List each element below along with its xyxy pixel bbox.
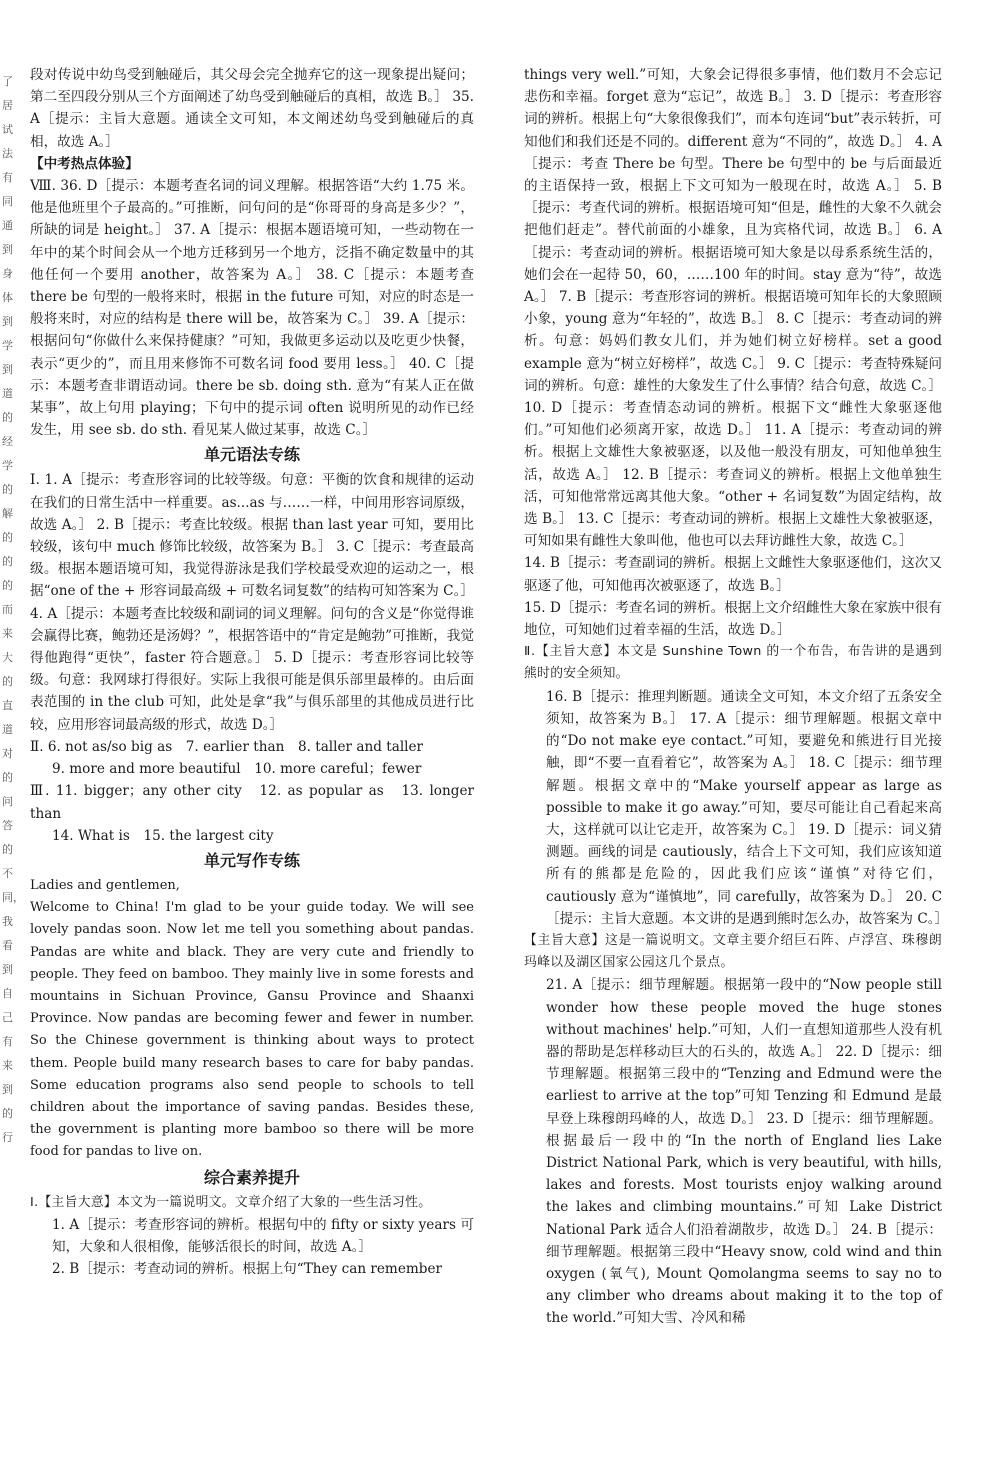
answer-line: 14. What is 15. the largest city — [52, 827, 274, 844]
paragraph: Ⅷ. 36. D［提示：本题考查名词的词义理解。根据答语“大约 1.75 米。他是他班里个子最高的。”可推断，问句问的是“你哥哥的身高是多少？”，所缺的词是 height。］ 37. A［提示：根据本题语境可知，一些动物在一年中的某个时间会从一个地方迁移到另一个地方，泛指不确定数量中的其他任何一个要用 another，故答案为 A。］ 38. C［提示：本题考查 there be 句型的一般将来时，根据 in the future 可知，对应的时态是一般将来时，对应的结构是 there will be，故答案为 C。］ 39. A［提示：根据问句“你做什么来保持健康？”可知，我做更多运动以及吃更少快餐，表示“更少的”，而且用来修饰不可数名词 food 要用 less。］ 40. C［提示：本题考查非谓语动词。there be sb. doing sth. 意为“有某人正在做某事”，故上句用 playing；下句中的提示词 often 说明所见的动作已经发生，用 see sb. do sth. 看见某人做过某事，故选 C。］ — [30, 178, 474, 439]
right-column — [524, 64, 949, 1330]
passage-summary: 【主旨大意】这是一篇说明文。文章主要介绍巨石阵、卢浮宫、珠穆朗玛峰以及湖区国家公园这几个景点。 — [524, 932, 942, 971]
passage-summary: Ⅰ.【主旨大意】本文为一篇说明文。文章介绍了大象的一些生活习性。 — [30, 1194, 432, 1210]
left-margin-text: 了居试法有同通到身体到学到道的经学的解的的的而来大的直道对的问答的不同，我看到自己有来到的行 — [2, 75, 24, 1144]
answer-line: Ⅱ. 6. not as/so big as 7. earlier than 8. taller and taller — [30, 738, 424, 755]
section-heading-hot: 【中考热点体验】 — [30, 155, 139, 172]
essay-greeting: Ladies and gentlemen, — [30, 877, 180, 893]
essay-body: Welcome to China! I'm glad to be your guide today. We will see lovely pandas soon. Now let me tell you something about pandas. Pandas are white and black. They are very cute and friendly to people. They feed on bamboo. They mainly live in some forests and mountains in Sichuan Province, Gansu Province and Shaanxi Province. Now pandas are becoming fewer and fewer in number. So the Chinese government is thinking about ways to protect them. People build many research bases to care for baby pandas. Some education programs also send people to schools to tell children about the importance of saving pandas. Besides these, the government is planting more bamboo so there will be more food for pandas to live on. — [30, 900, 474, 1160]
paragraph: 21. A［提示：细节理解题。根据第一段中的“Now people still wonder how these people moved the huge stones without machines' help.”可知，人们一直想知道那些人没有机器的帮助是怎样移动巨大的石头的，故选 A。］ 22. D［提示：细节理解题。根据第三段中的“Tenzing and Edmund were the earliest to arrive at the top”可知 Tenzing 和 Edmund 是最早登上珠穆朗玛峰的人，故选 D。］ 23. D［提示：细节理解题。根据最后一段中的“In the north of England lies Lake District National Park, which is very beautiful, with hills, lakes and forests. Most tourists enjoy walking around the lakes and climbing mountains.”可知 Lake District National Park 适合人们沿着湖散步，故选 D。］ 24. B［提示：细节理解题。根据第三段中“Heavy snow, cold wind and thin oxygen (氧气), Mount Qomolangma seems to say no to any climber who dreams about making it to the top of the world.”可知大雪、冷风和稀 — [546, 977, 942, 1327]
section-title-synthesis: 综合素养提升 — [203, 1167, 300, 1187]
section-title-grammar: 单元语法专练 — [203, 445, 300, 465]
paragraph: 14. B［提示：考查副词的辨析。根据上文雌性大象驱逐他们，这次又驱逐了他，可知他再次被驱逐了，故选 B。］ — [524, 555, 942, 594]
paragraph: Ⅰ. 1. A［提示：考查形容词的比较等级。句意：平衡的饮食和规律的运动在我们的日常生活中一样重要。as...as 与……一样，中间用形容词原级，故选 A。］ 2. B［提示：考查比较级。根据 than last year 可知，要用比较级，该句中 much 修饰比较级，故答案为 B。］ 3. C［提示：考查最高级。根据本题语境可知，我觉得游泳是我们学校最受欢迎的运动之一，根据“one of the + 形容词最高级 + 可数名词复数”的结构可知答案为 C。］ 4. A［提示：本题考查比较级和副词的词义理解。问句的含义是“你觉得谁会赢得比赛，鲍勃还是汤姆？”，根据答语中的“肯定是鲍勃”可推断，我觉得他跑得“更快”，faster 符合题意。］ 5. D［提示：考查形容词比较等级。句意：我网球打得很好。实际上我很可能是俱乐部里最棒的。由后面表范围的 in the club 可知，此处是拿“我”与俱乐部里的其他成员进行比较，应用形容词最高级的形式，故选 D。］ — [30, 472, 474, 733]
paragraph: 16. B［提示：推理判断题。通读全文可知，本文介绍了五条安全须知，故答案为 B。］ 17. A［提示：细节理解题。根据文章中的“Do not make eye contact.”可知，要避免和熊进行目光接触，即“不要一直看着它”，故答案为 A。］ 18. C［提示：细节理解题。根据文章中的“Make yourself appear as large as possible to make it go away.”可知，要尽可能让自己看起来高大，这样就可以让它走开，故答案为 C。］ 19. D［提示：词义猜测题。画线的词是 cautiously，结合上下文可知，我们应该知道所有的熊都是危险的，因此我们应该“谨慎”对待它们，cautiously 意为“谨慎地”，同 carefully，故答案为 D。］ 20. C［提示：主旨大意题。本文讲的是遇到熊时怎么办，故答案为 C。］ — [546, 688, 949, 927]
paragraph: 15. D［提示：考查名词的辨析。根据上文介绍雌性大象在家族中很有地位，可知她们过着幸福的生活，故选 D。］ — [524, 599, 942, 639]
left-column — [30, 64, 474, 1280]
passage-summary: Ⅱ.【主旨大意】本文是 Sunshine Town 的一个布告，布告讲的是遇到熊时的安全须知。 — [524, 644, 942, 682]
paragraph: 2. B［提示：考查动词的辨析。根据上句“They can remember — [52, 1261, 443, 1278]
paragraph: 段对传说中幼鸟受到触碰后，其父母会完全抛弃它的这一现象提出疑问；第二至四段分别从三个方面阐述了幼鸟受到触碰后的真相，故选 B。］ 35. A［提示：主旨大意题。通读全文可知，本文阐述幼鸟受到触碰后的真相，故选 A。］ — [30, 67, 474, 150]
paragraph: 1. A［提示：考查形容词的辨析。根据句中的 fifty or sixty years 可知，大象和人很相像，能够活很长的时间，故选 A。］ — [52, 1216, 474, 1255]
section-title-writing: 单元写作专练 — [203, 850, 300, 870]
answer-line: 9. more and more beautiful 10. more careful；fewer — [52, 761, 422, 778]
answer-line: Ⅲ. 11. bigger；any other city 12. as popular as 13. longer than — [30, 783, 474, 822]
paragraph: things very well.”可知，大象会记得很多事情，他们数月不会忘记悲伤和幸福。forget 意为“忘记”，故选 B。］ 3. D［提示：考查形容词的辨析。根据上句“大象很像我们”，而本句连词“but”表示转折，可知他们和我们还是不同的。different 意为“不同的”，故选 D。］ 4. A［提示：考查 There be 句型。There be 句型中的 be 与后面最近的主语保持一致，根据上下文可知为一般现在时，故选 A。］ 5. B［提示：考查代词的辨析。根据语境可知“但是，雌性的大象不久就会把他们赶走”。替代前面的小雄象，且为宾格代词，故选 B。］ 6. A［提示：考查动词的辨析。根据语境可知大象是以母系系统生活的，她们会在一起待 50，60，……100 年的时间。stay 意为“待”，故选 A。］ 7. B［提示：考查形容词的辨析。根据语境可知年长的大象照顾小象，young 意为“年轻的”，故选 B。］ 8. C［提示：考查动词的辨析。句意：妈妈们教女儿们，并为她们树立好榜样。set a good example 意为“树立好榜样”，故选 C。］ 9. C［提示：考查特殊疑问词的辨析。句意：雄性的大象发生了什么事情？结合句意，故选 C。］ 10. D［提示：考查情态动词的辨析。根据下文“雌性大象驱逐他们。”可知他们必须离开家，故选 D。］ 11. A［提示：考查动词的辨析。根据上文雄性大象被驱逐，以及他一般没有朋友，可知他单独生活，故选 A。］ 12. B［提示：考查词义的辨析。根据上文他单独生活，可知他常常远离其他大象。“other + 名词复数”为固定结构，故选 B。］ 13. C［提示：考查动词的辨析。根据上文雄性大象被驱逐，可知如果有雌性大象叫他，他也可以去拜访雌性大象，故选 C。］ — [524, 67, 943, 550]
